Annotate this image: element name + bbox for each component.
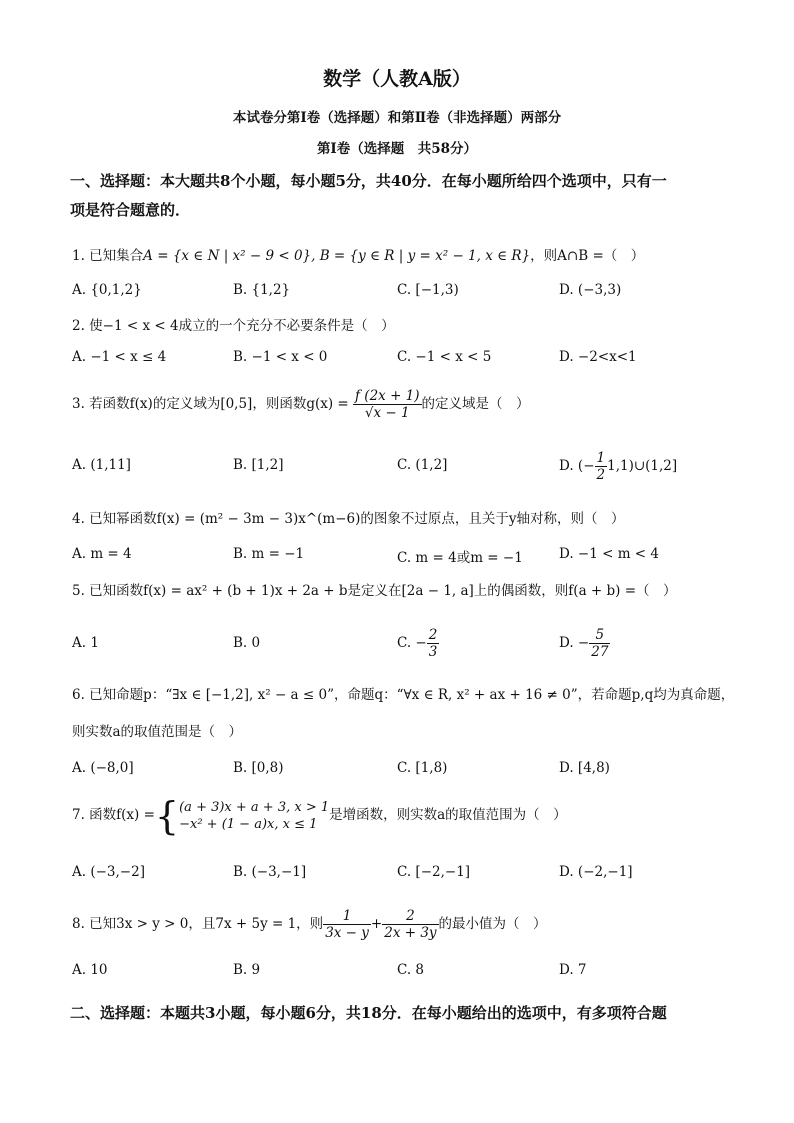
q5-option-b: B. 0 (233, 635, 261, 651)
q2-option-a: A. −1 < x ≤ 4 (72, 349, 167, 365)
q3-option-c: C. (1,2] (397, 457, 448, 473)
q4-option-d: D. −1 < m < 4 (559, 546, 660, 562)
question-6: 6. 已知命题p：“∃x ∈ [−1,2], x² − a ≤ 0”，命题q：“∀x ∈ R, x² + ax + 16 ≠ 0”，若命题p,q均为真命题， (72, 687, 735, 703)
q3-fraction: $\frac{f (2x + 1)}{√x - 1}$ (355, 388, 420, 421)
q7-option-c: C. [−2,−1] (397, 864, 471, 880)
q1-option-b: B. {1,2} (233, 282, 291, 298)
q8-option-d: D. 7 (559, 962, 587, 978)
piecewise-cases: (a + 3)x + a + 3, x > 1 −x² + (1 − a)x, x ≤ 1 (179, 799, 330, 832)
question-1: 1. 已知集合A = {x ∈ N | x² − 9 < 0}, B = {y ∈ R | y = x² − 1, x ∈ R}，则A∩B =（ ） (72, 248, 645, 264)
q8-option-c: C. 8 (397, 962, 425, 978)
q8-option-a: A. 10 (72, 962, 108, 978)
q5-option-c: C. − $\frac{2}{3}$ (397, 627, 438, 660)
q8-option-b: B. 9 (233, 962, 261, 978)
q1-option-c: C. [−1,3) (397, 282, 459, 298)
q6-option-a: A. (−8,0] (72, 760, 134, 776)
piecewise-brace: { (154, 793, 180, 838)
question-8: 8. 已知3x > y > 0，且7x + 5y = 1，则 $\frac{1}{3x - y}$ + $\frac{2}{2x + 3y}$ 的最小值为（ ） (72, 908, 547, 941)
q7-option-a: A. (−3,−2] (72, 864, 145, 880)
section-two-instructions: 二、选择题：本题共3小题，每小题6分，共18分．在每小题给出的选项中，有多项符合题 (70, 1004, 667, 1022)
question-5: 5. 已知函数f(x) = ax² + (b + 1)x + 2a + b是定义在[2a − 1, a]上的偶函数，则f(a + b) =（ ） (72, 583, 677, 599)
q7-option-d: D. (−2,−1] (559, 864, 633, 880)
q3-option-a: A. (1,11] (72, 457, 131, 473)
q6-option-d: D. [4,8) (559, 760, 610, 776)
q1-option-a: A. {0,1,2} (72, 282, 142, 298)
exam-subtitle: 本试卷分第Ⅰ卷（选择题）和第Ⅱ卷（非选择题）两部分 (232, 110, 562, 126)
q3-option-b: B. [1,2] (233, 457, 284, 473)
q4-option-a: A. m = 4 (72, 546, 132, 562)
question-7: 7. 函数f(x) ={ (a + 3)x + a + 3, x > 1 −x² + (1 − a)x, x ≤ 1 是增函数，则实数a的取值范围为（ ） (72, 793, 567, 838)
q2-option-d: D. −2<x<1 (559, 349, 637, 365)
q3-option-d: D. (− $\frac{1}{2}$ 1,1)∪(1,2] (559, 450, 678, 483)
section-one-instructions: 一、选择题：本大题共8个小题，每小题5分，共40分．在每小题所给四个选项中，只有一 (70, 172, 667, 190)
q6-option-b: B. [0,8) (233, 760, 284, 776)
q4-option-c: C. m = 4或m = −1 (397, 550, 523, 566)
q6-option-c: C. [1,8) (397, 760, 448, 776)
q7-option-b: B. (−3,−1] (233, 864, 307, 880)
q4-option-b: B. m = −1 (233, 546, 305, 562)
q2-option-b: B. −1 < x < 0 (233, 349, 328, 365)
page-title: 数学（人教A版） (323, 68, 471, 90)
q1-option-d: D. (−3,3) (559, 282, 622, 298)
question-4: 4. 已知幂函数f(x) = (m² − 3m − 3)x^(m−6)的图象不过原点，且关于y轴对称，则（ ） (72, 511, 625, 527)
question-2: 2. 使−1 < x < 4成立的一个充分不必要条件是（ ） (72, 318, 395, 334)
part-one-heading: 第Ⅰ卷（选择题 共58分） (316, 141, 478, 157)
q2-option-c: C. −1 < x < 5 (397, 349, 492, 365)
section-one-instructions-cont: 项是符合题意的． (70, 201, 191, 219)
question-6-cont: 则实数a的取值范围是（ ） (72, 724, 243, 740)
q5-option-a: A. 1 (72, 635, 99, 651)
question-3: 3. 若函数f(x)的定义域为[0,5]，则函数g(x) = $\frac{f (2x + 1)}{√x - 1}$ 的定义域是（ ） (72, 388, 530, 421)
q5-option-d: D. − $\frac{5}{27}$ (559, 627, 609, 660)
